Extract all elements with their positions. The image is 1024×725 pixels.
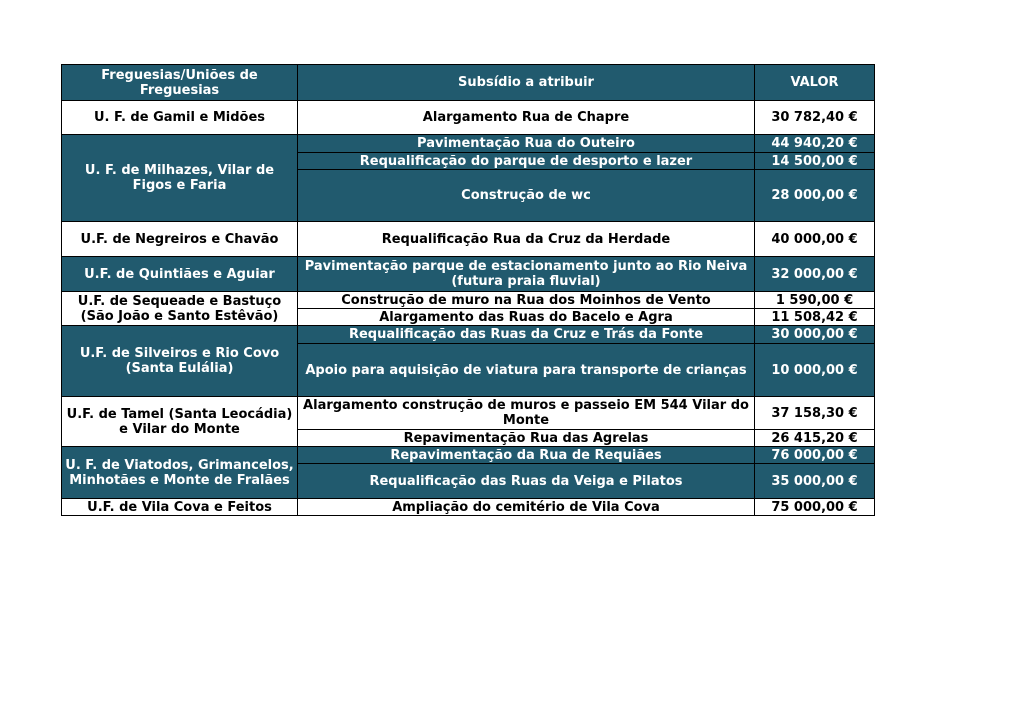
subsidio-cell: Requalificação das Ruas da Cruz e Trás da Fonte [298, 326, 755, 344]
subsidio-cell: Pavimentação Rua do Outeiro [298, 135, 755, 153]
valor-cell: 14 500,00 € [755, 153, 875, 170]
table-row [62, 101, 875, 135]
freguesia-cell: U.F. de Sequeade e Bastuço (São João e Santo Estêvão) [62, 292, 298, 326]
valor-cell: 11 508,42 € [755, 309, 875, 326]
subsidio-cell: Alargamento das Ruas do Bacelo e Agra [298, 309, 755, 326]
valor-cell: 1 590,00 € [755, 292, 875, 309]
header-row [62, 65, 875, 101]
freguesia-cell: U. F. de Milhazes, Vilar de Figos e Faria [62, 135, 298, 222]
valor-cell: 28 000,00 € [755, 170, 875, 222]
freguesia-cell: U.F. de Silveiros e Rio Covo (Santa Eulália) [62, 326, 298, 397]
freguesia-cell: U.F. de Quintiães e Aguiar [62, 257, 298, 292]
subsidio-cell: Requalificação do parque de desporto e lazer [298, 153, 755, 170]
subsidio-cell: Construção de wc [298, 170, 755, 222]
freguesia-cell: U.F. de Vila Cova e Feitos [62, 499, 298, 516]
valor-cell: 35 000,00 € [755, 464, 875, 499]
subsidio-cell: Pavimentação parque de estacionamento junto ao Rio Neiva (futura praia fluvial) [298, 257, 755, 292]
valor-cell: 30 782,40 € [755, 101, 875, 135]
table-row [62, 397, 875, 430]
valor-cell: 40 000,00 € [755, 222, 875, 257]
freguesia-cell: U. F. de Viatodos, Grimancelos, Minhotães e Monte de Fralães [62, 447, 298, 499]
valor-cell: 26 415,20 € [755, 430, 875, 447]
valor-cell: 37 158,30 € [755, 397, 875, 430]
header-freguesia: Freguesias/Uniões de Freguesias [62, 65, 298, 101]
subsidio-cell: Ampliação do cemitério de Vila Cova [298, 499, 755, 516]
table-row [62, 222, 875, 257]
subsidio-cell: Alargamento construção de muros e passeio EM 544 Vilar do Monte [298, 397, 755, 430]
valor-cell: 76 000,00 € [755, 447, 875, 464]
valor-cell: 32 000,00 € [755, 257, 875, 292]
header-subsidio: Subsídio a atribuir [298, 65, 755, 101]
subsidio-cell: Apoio para aquisição de viatura para transporte de crianças [298, 344, 755, 397]
table-row [62, 447, 875, 464]
table-row [62, 292, 875, 309]
valor-cell: 10 000,00 € [755, 344, 875, 397]
subsidio-cell: Alargamento Rua de Chapre [298, 101, 755, 135]
subsidies-table [61, 64, 875, 516]
valor-cell: 44 940,20 € [755, 135, 875, 153]
freguesia-cell: U.F. de Negreiros e Chavão [62, 222, 298, 257]
freguesia-cell: U. F. de Gamil e Midões [62, 101, 298, 135]
table-row [62, 326, 875, 344]
table-row [62, 499, 875, 516]
subsidio-cell: Requalificação das Ruas da Veiga e Pilatos [298, 464, 755, 499]
subsidio-cell: Repavimentação Rua das Agrelas [298, 430, 755, 447]
table-row [62, 135, 875, 153]
valor-cell: 30 000,00 € [755, 326, 875, 344]
header-valor: VALOR [755, 65, 875, 101]
subsidio-cell: Construção de muro na Rua dos Moinhos de Vento [298, 292, 755, 309]
table-row [62, 257, 875, 292]
freguesia-cell: U.F. de Tamel (Santa Leocádia) e Vilar do Monte [62, 397, 298, 447]
subsidio-cell: Requalificação Rua da Cruz da Herdade [298, 222, 755, 257]
subsidio-cell: Repavimentação da Rua de Requiães [298, 447, 755, 464]
valor-cell: 75 000,00 € [755, 499, 875, 516]
